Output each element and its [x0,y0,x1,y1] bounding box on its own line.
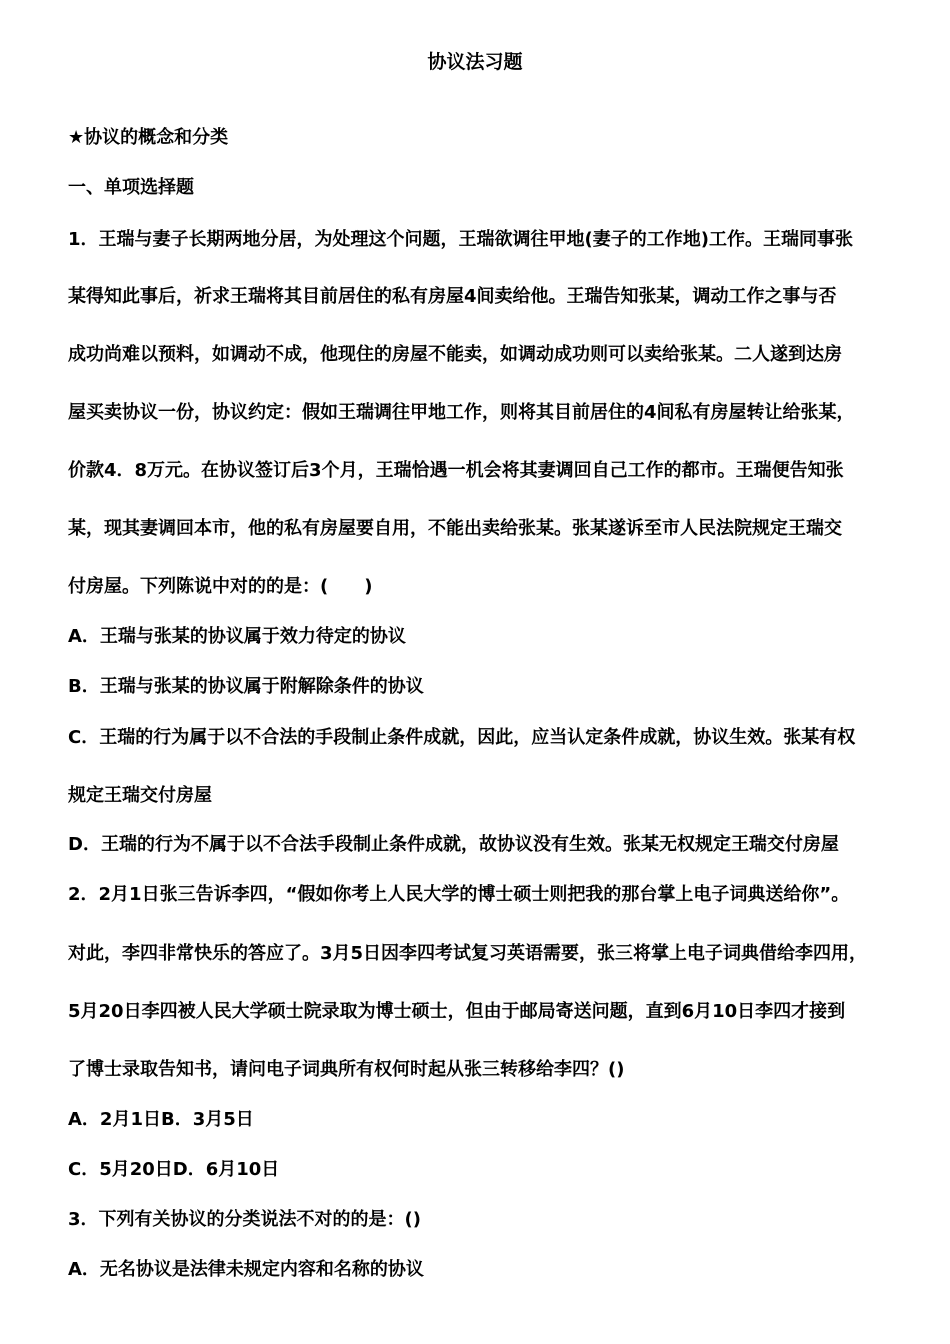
q1-line-1: 1．王瑞与妻子长期两地分居，为处理这个问题，王瑞欲调往甲地(妻子的工作地)工作。王瑞同事张 [68,229,853,250]
q2-line-2: 对此，李四非常快乐的答应了。3月5日因李四考试复习英语需要，张三将掌上电子词典借给李四用， [68,943,868,964]
document-title: 协议法习题 [427,51,523,73]
q2-line-3: 5月20日李四被人民大学硕士院录取为博士硕士，但由于邮局寄送问题，直到6月10日李四才接到 [68,1001,846,1022]
q2-line-1: 2．2月1日张三告诉李四，“假如你考上人民大学的博士硕士则把我的那台掌上电子词典送给你”。 [68,884,850,905]
q3-option-a: A．无名协议是法律未规定内容和名称的协议 [68,1259,424,1280]
q1-option-d: D．王瑞的行为不属于以不合法手段制止条件成就，故协议没有生效。张某无权规定王瑞交付房屋 [68,834,839,855]
q1-line-6: 某，现其妻调回本市，他的私有房屋要自用，不能出卖给张某。张某遂诉至市人民法院规定王瑞交 [68,518,842,539]
section-heading: ★协议的概念和分类 [68,127,229,148]
q1-option-c-line-1: C．王瑞的行为属于以不合法的手段制止条件成就，因此，应当认定条件成就，协议生效。张某有权 [68,727,856,748]
subsection-heading: 一、单项选择题 [68,177,194,198]
q1-line-5: 价款4．8万元。在协议签订后3个月，王瑞恰遇一机会将其妻调回自己工作的都市。王瑞便告知张 [68,460,844,481]
q3-stem: 3．下列有关协议的分类说法不对的的是：() [68,1209,421,1230]
q2-options-ab: A．2月1日B．3月5日 [68,1109,254,1130]
q2-line-4: 了博士录取告知书，请问电子词典所有权何时起从张三转移给李四？() [68,1059,625,1080]
q1-line-7: 付房屋。下列陈说中对的的是：( ) [68,576,373,597]
q2-options-cd: C．5月20日D．6月10日 [68,1159,280,1180]
q1-line-4: 屋买卖协议一份，协议约定：假如王瑞调往甲地工作，则将其目前居住的4间私有房屋转让给张某， [68,402,855,423]
q1-option-b: B．王瑞与张某的协议属于附解除条件的协议 [68,676,424,697]
q1-option-c-line-2: 规定王瑞交付房屋 [68,785,212,806]
q1-option-a: A．王瑞与张某的协议属于效力待定的协议 [68,626,406,647]
q1-line-3: 成功尚难以预料，如调动不成，他现住的房屋不能卖，如调动成功则可以卖给张某。二人遂到达房 [68,344,842,365]
q1-line-2: 某得知此事后，祈求王瑞将其目前居住的私有房屋4间卖给他。王瑞告知张某，调动工作之事与否 [68,286,837,307]
